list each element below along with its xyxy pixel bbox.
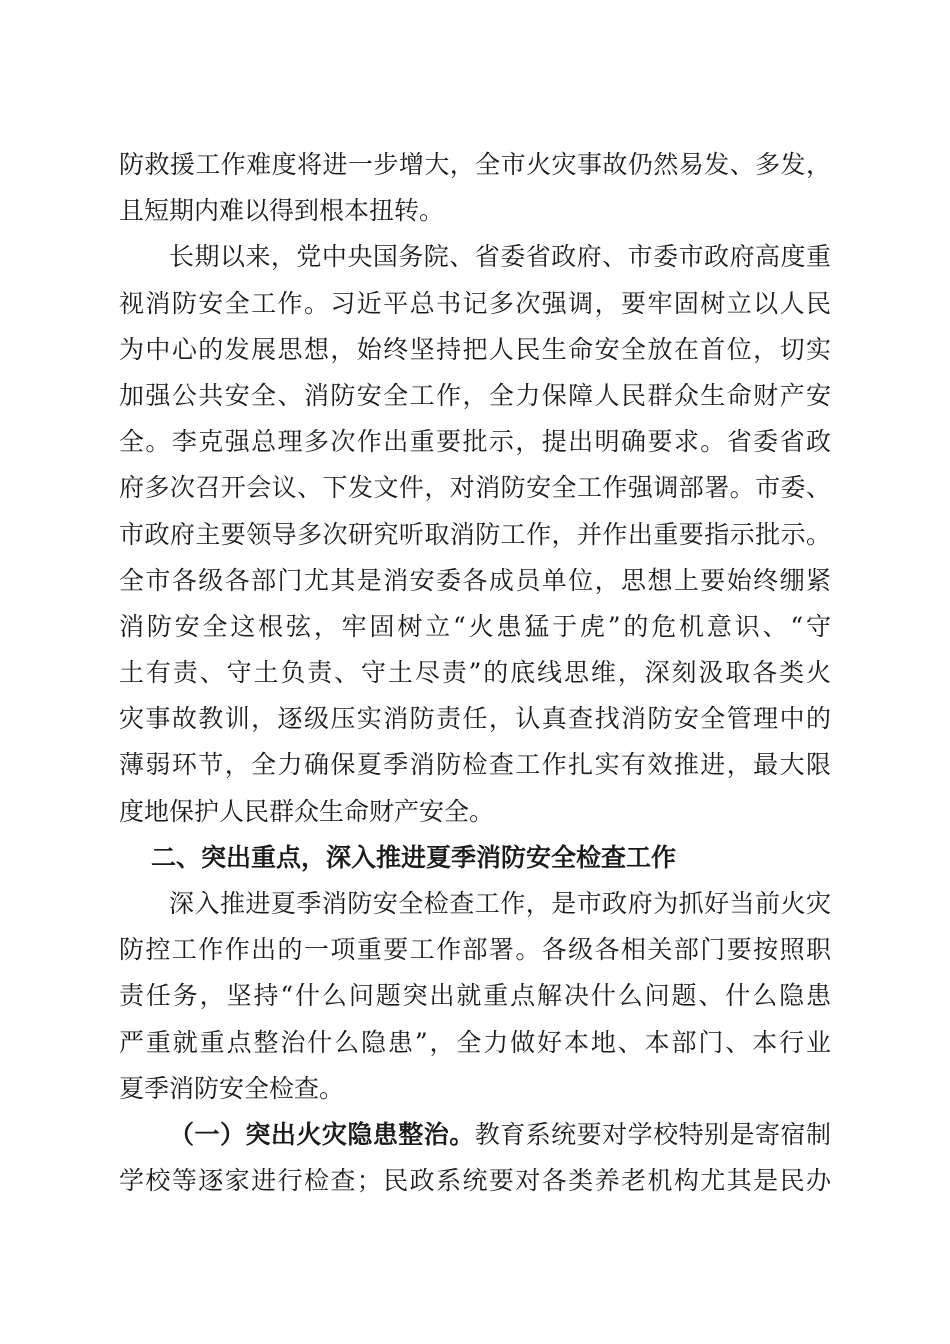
text-line: 度地保护人民群众生命财产安全。 — [119, 796, 495, 826]
text-line: 市政府主要领导多次研究听取消防工作，并作出重要指示批示。 — [119, 519, 831, 549]
text-line: 夏季消防安全检查。 — [119, 1073, 345, 1103]
text-line: 且短期内难以得到根本扭转。 — [119, 196, 445, 226]
document-body — [119, 142, 831, 1204]
text-line: 防救援工作难度将进一步增大，全市火灾事故仍然易发、多发， — [119, 150, 831, 179]
text-line: 加强公共安全、消防安全工作，全力保障人民群众生命财产安 — [119, 380, 831, 410]
text-line: 严重就重点整治什么隐患”，全力做好本地、本部门、本行业 — [119, 1027, 831, 1057]
text-line: 学校等逐家进行检查；民政系统要对各类养老机构尤其是民办 — [119, 1166, 831, 1196]
paragraph-first-line: 长期以来，党中央国务院、省委省政府、市委市政府高度重 — [169, 242, 831, 272]
text-line: 视消防安全工作。习近平总书记多次强调，要牢固树立以人民 — [119, 288, 831, 318]
text-line: 防控工作作出的一项重要工作部署。各级各相关部门要按照职 — [119, 935, 831, 965]
text-span: 教育系统要对学校特别是寄宿制 — [474, 1119, 831, 1149]
text-line: 消防安全这根弦，牢固树立“火患猛于虎”的危机意识、“守 — [119, 611, 831, 641]
text-line: 责任务，坚持“什么问题突出就重点解决什么问题、什么隐患 — [119, 981, 831, 1011]
text-line: 府多次召开会议、下发文件，对消防安全工作强调部署。市委、 — [119, 473, 831, 503]
text-line: 为中心的发展思想，始终坚持把人民生命安全放在首位，切实 — [119, 334, 831, 364]
paragraph-first-line: 深入推进夏季消防安全检查工作，是市政府为抓好当前火灾 — [169, 889, 831, 918]
section-heading: 二、突出重点，深入推进夏季消防安全检查工作 — [151, 842, 677, 872]
text-line: 全。李克强总理多次作出重要批示，提出明确要求。省委省政 — [119, 427, 831, 457]
text-line: 土有责、守土负责、守土尽责”的底线思维，深刻汲取各类火 — [119, 658, 831, 688]
text-line: 全市各级各部门尤其是消安委各成员单位，思想上要始终绷紧 — [119, 565, 831, 595]
text-line: 薄弱环节，全力确保夏季消防检查工作扎实有效推进，最大限 — [119, 750, 831, 780]
text-line: 灾事故教训，逐级压实消防责任，认真查找消防安全管理中的 — [119, 704, 831, 734]
paragraph-first-line — [119, 1112, 831, 1158]
subsection-lead: （一）突出火灾隐患整治。 — [169, 1119, 475, 1149]
